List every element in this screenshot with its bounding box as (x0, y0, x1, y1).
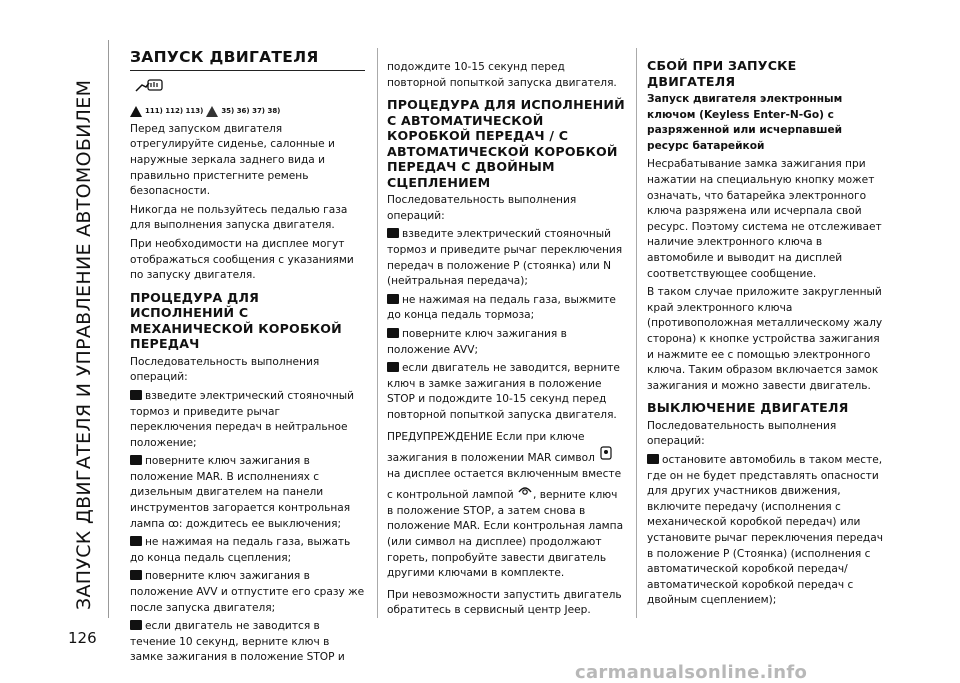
step-item: взведите электрический стояночный тормоз и приведите рычаг переключения передач в нейтральное положение; (130, 389, 355, 449)
page-number: 126 (68, 629, 97, 647)
key-symbol-icon (598, 445, 614, 461)
step-item: не нажимая на педаль газа, выжать до конца педаль сцепления; (130, 536, 351, 564)
step-item: взведите электрический стояночный тормоз и приведите рычаг переключения передач в положение P (стоянка) или N (нейтральная передача); (387, 228, 623, 288)
immobilizer-lamp-icon (517, 482, 533, 498)
hand-key-icon (134, 77, 365, 101)
bullet-box-icon (130, 536, 142, 546)
side-divider (108, 40, 109, 618)
section-heading-fail: СБОЙ ПРИ ЗАПУСКЕ ДВИГАТЕЛЯ (647, 58, 797, 89)
section-heading-off: ВЫКЛЮЧЕНИЕ ДВИГАТЕЛЯ (647, 400, 849, 416)
column-divider (377, 48, 378, 618)
title-underline (130, 70, 365, 71)
bullet-box-icon (130, 455, 142, 465)
step-item: остановите автомобиль в таком месте, где он не будет представлять опасности для других участников движения, включите передачу (исполнения с механической коробкой передач) или установите рычаг переключения передач в положение P (Стоянка) (исполнения с автоматической коробкой передач/автоматической коробкой передач с двойным сцеплением); (647, 453, 883, 607)
warning-paragraph: ПРЕДУПРЕЖДЕНИЕ Если при ключе зажигания в положении MAR символ на дисплее остается включенным вместе с контрольной лампой , верните ключ в положение STOP, а затем снова в положение MAR. Если контрольная лампа (или символ на дисплее) продолжают гореть, попробуйте завести двигатель другими ключами в комплекте. (387, 430, 624, 580)
column-3 (647, 50, 885, 612)
step-item: поверните ключ зажигания в положение AVV и отпустите его сразу же после запуска двигателя; (130, 570, 365, 614)
watermark: carmanualsonline.info (575, 662, 808, 683)
section-heading-auto: ПРОЦЕДУРА ДЛЯ ИСПОЛНЕНИЙ С АВТОМАТИЧЕСКОЙ КОРОБКОЙ ПЕРЕДАЧ / С АВТОМАТИЧЕСКОЙ КОРОБКОЙ ПЕРЕДАЧ С ДВОЙНЫМ СЦЕПЛЕНИЕМ (387, 97, 625, 190)
step-item: поверните ключ зажигания в положение MAR. В исполнениях с дизельным двигателем на панели инструментов загорается контрольная лампа ꝏ: дождитесь ее выключения; (130, 455, 351, 530)
sequence-intro: Последовательность выполнения операций: (130, 355, 320, 384)
paragraph: При необходимости на дисплее могут отображаться сообщения с указаниями по запуску двигателя. (130, 237, 354, 282)
paragraph: подождите 10-15 секунд перед повторной попыткой запуска двигателя. (387, 61, 617, 89)
section-title-start: ЗАПУСК ДВИГАТЕЛЯ (130, 48, 319, 66)
column-1 (130, 50, 365, 669)
section-heading-manual: ПРОЦЕДУРА ДЛЯ ИСПОЛНЕНИЙ С МЕХАНИЧЕСКОЙ КОРОБКОЙ ПЕРЕДАЧ (130, 289, 342, 352)
paragraph: Перед запуском двигателя отрегулируйте сиденье, салонные и наружные зеркала заднего вида и правильно пристегните ремень безопасности. (130, 122, 335, 198)
glow-plug-icon: ꝏ (168, 517, 179, 530)
sequence-intro: Последовательность выполнения операций: (647, 419, 837, 448)
bullet-box-icon (130, 620, 142, 630)
step-item: если двигатель не заводится в течение 10 секунд, верните ключ в замке зажигания в положение STOP и (130, 620, 345, 664)
step-item: если двигатель не заводится, верните ключ в замке зажигания в положение STOP и подождите 10-15 секунд перед повторной попыткой запуска двигателя. (387, 362, 620, 421)
column-2 (387, 60, 625, 622)
side-title: ЗАПУСК ДВИГАТЕЛЯ И УПРАВЛЕНИЕ АВТОМОБИЛЕМ (73, 79, 95, 610)
warning-triangle-icon (130, 106, 142, 117)
paragraph: При невозможности запустить двигатель обратитесь в сервисный центр Jeep. (387, 588, 622, 617)
bullet-box-icon (130, 390, 142, 400)
paragraph: Несрабатывание замка зажигания при нажатии на специальную кнопку может означать, что батарейка электронного ключа разряжена или исчерпала свой ресурс. Поэтому система не отслеживает наличие электронного ключа в автомобиле и выводит на дисплей соответствующее сообщение. (647, 158, 882, 280)
bullet-box-icon (387, 228, 399, 238)
bullet-box-icon (387, 328, 399, 338)
sequence-intro: Последовательность выполнения операций: (387, 194, 577, 222)
bullet-box-icon (387, 294, 399, 304)
side-title-wrap (70, 40, 100, 610)
bullet-box-icon (130, 570, 142, 580)
bullet-box-icon (387, 362, 399, 372)
warning-refs: 111) 112) 113) 35) 36) 37) 38) (130, 104, 365, 120)
subheading: Запуск двигателя электронным ключом (Keyless Enter-N-Go) с разряженной или исчерпавшей ресурс батарейкой (647, 93, 843, 152)
paragraph: В таком случае приложите закругленный край электронного ключа (противоположная металлическому жалу сторона) к кнопке устройства зажигания и нажмите ее с помощью электронного ключа. Таким образом включается замок зажигания и можно завести двигатель. (647, 286, 883, 392)
column-divider (636, 48, 637, 618)
step-item: не нажимая на педаль газа, выжмите до конца педаль тормоза; (387, 293, 616, 322)
paragraph: Никогда не пользуйтесь педалью газа для выполнения запуска двигателя. (130, 203, 348, 232)
bullet-box-icon (647, 454, 659, 464)
step-item: поверните ключ зажигания в положение AVV; (387, 327, 567, 356)
caution-triangle-icon (206, 106, 218, 117)
